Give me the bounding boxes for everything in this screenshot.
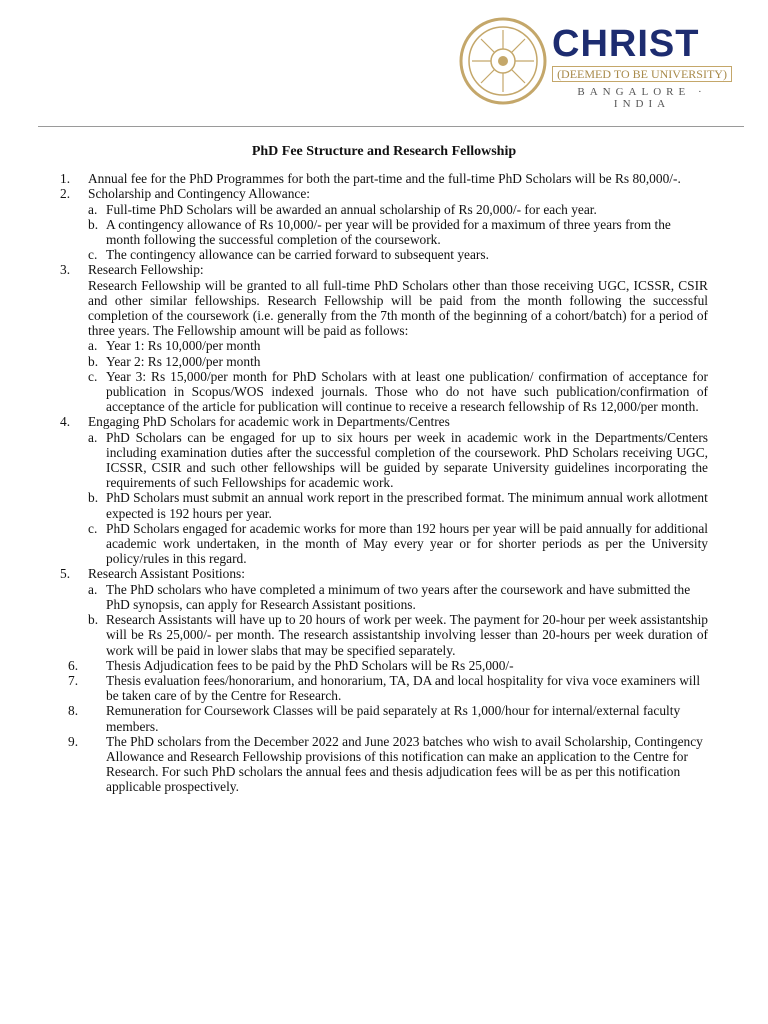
- sub-item-letter: c.: [88, 368, 98, 384]
- item-text: Research Fellowship:: [88, 262, 204, 278]
- sub-item: [88, 338, 708, 353]
- sub-item: [88, 247, 708, 262]
- sub-item-text: Year 2: Rs 12,000/per month: [106, 353, 261, 369]
- sub-item-letter: a.: [88, 581, 98, 597]
- sub-item: [88, 202, 708, 217]
- list-item: [60, 734, 708, 795]
- header-divider: [38, 126, 744, 127]
- sub-item: [88, 354, 708, 369]
- sub-item-text: PhD Scholars engaged for academic works for more than 192 hours per year will be paid annually for additional academic work undertaken, in the month of May every year or for shorter periods as per the University policy/rules in this regard.: [106, 520, 708, 567]
- brand-block: [552, 22, 738, 110]
- item-text: Research Assistant Positions:: [88, 566, 245, 582]
- item-text: Thesis evaluation fees/honorarium, and honorarium, TA, DA and local hospitality for viva voce examiners will be taken care of by the Centre for Research.: [106, 672, 701, 704]
- brand-name: CHRIST: [552, 23, 700, 65]
- sub-item: [88, 612, 708, 658]
- item-number: 8.: [68, 703, 79, 719]
- sub-list: [88, 202, 708, 263]
- list-item: [60, 186, 708, 262]
- sub-item-letter: a.: [88, 201, 98, 217]
- item-number: 3.: [60, 262, 71, 278]
- item-number: 9.: [68, 733, 79, 749]
- sub-item-letter: c.: [88, 520, 98, 536]
- item-paragraph: Research Fellowship will be granted to all full-time PhD Scholars other than those receiving UGC, ICSSR, CSIR and other similar fellowships. Research Fellowship will be paid from the month following the successful completion of the coursework (i.e. generally from the 7th month of the beginning of a cohort/batch) for a period of three years. The Fellowship amount will be paid as follows:: [88, 277, 708, 339]
- item-number: 5.: [60, 566, 71, 582]
- item-text: Scholarship and Contingency Allowance:: [88, 186, 311, 202]
- sub-item-letter: b.: [88, 216, 99, 232]
- brand-city: BANGALORE · INDIA: [577, 86, 707, 110]
- letterhead: [0, 0, 768, 120]
- university-seal-icon: [458, 16, 548, 106]
- document-title: PhD Fee Structure and Research Fellowship: [251, 144, 517, 159]
- sub-item-letter: b.: [88, 490, 99, 506]
- sub-item-text: Research Assistants will have up to 20 hours of work per week. The payment for 20-hour per week assistantship will be Rs 25,000/- per month. The research assistantship involving lesser than 20-hours per week duration of work will be paid in lower slabs that may be specified separately.: [106, 612, 708, 658]
- sub-item-letter: b.: [88, 612, 99, 628]
- sub-item: [88, 217, 708, 247]
- item-text: Thesis Adjudication fees to be paid by the PhD Scholars will be Rs 25,000/-: [106, 657, 514, 673]
- sub-item-letter: a.: [88, 338, 98, 354]
- sub-item-letter: a.: [88, 429, 98, 445]
- list-item: [60, 673, 708, 703]
- list-item: [60, 171, 708, 186]
- sub-list: [88, 582, 708, 658]
- university-logo: [458, 16, 738, 110]
- item-text: The PhD scholars from the December 2022 and June 2023 batches who wish to avail Scholarship, Contingency Allowance and Research Fellowship provisions of this notification can make an application to the Centre for Research. For such PhD scholars the annual fees and thesis adjudication fees will be as per this notification applicable prospectively.: [106, 733, 703, 795]
- sub-item-letter: c.: [88, 247, 98, 263]
- sub-item: [88, 369, 708, 415]
- sub-item: [88, 490, 708, 520]
- list-item: [60, 703, 708, 733]
- item-number: 7.: [68, 672, 79, 688]
- sub-list: [88, 338, 708, 414]
- document-body: [60, 144, 708, 795]
- sub-item-text: The contingency allowance can be carried forward to subsequent years.: [106, 247, 489, 263]
- sub-item-text: Year 1: Rs 10,000/per month: [106, 338, 261, 354]
- sub-item: [88, 430, 708, 491]
- list-item: [60, 566, 708, 657]
- sub-item-text: PhD Scholars must submit an annual work report in the prescribed format. The minimum annual work allotment expected is 192 hours per year.: [106, 490, 708, 521]
- main-list: [60, 171, 708, 794]
- list-item: [60, 414, 708, 566]
- list-item: [60, 262, 708, 414]
- item-number: 2.: [60, 186, 71, 202]
- sub-item: [88, 582, 708, 612]
- item-text: Annual fee for the PhD Programmes for both the part-time and the full-time PhD Scholars will be Rs 80,000/-.: [88, 171, 681, 187]
- list-item: [60, 658, 708, 673]
- sub-item-letter: b.: [88, 353, 99, 369]
- item-text: Engaging PhD Scholars for academic work in Departments/Centres: [88, 414, 450, 430]
- brand-subtitle: (DEEMED TO BE UNIVERSITY): [552, 66, 732, 82]
- sub-list: [88, 430, 708, 567]
- item-number: 1.: [60, 171, 71, 187]
- sub-item-text: The PhD scholars who have completed a minimum of two years after the coursework and have submitted the PhD synopsis, can apply for Research Assistant positions.: [106, 581, 691, 612]
- sub-item-text: PhD Scholars can be engaged for up to six hours per week in academic work in the Departments/Centers including examination duties after the successful completion of the coursework. PhD Scholars receiving UGC, ICSSR, CSIR and such other fellowships will be guided by separate University guidelines incorporating the requirements of such Fellowships for academic work.: [106, 429, 708, 491]
- sub-item-text: Year 3: Rs 15,000/per month for PhD Scholars with at least one publication/ confirmation of acceptance for publication in Scopus/WOS indexed journals. Those who do not have such publication/confirmation of acceptance of the article for publication will continue to receive a research fellowship of Rs 12,000/per month.: [106, 368, 708, 415]
- sub-item-text: A contingency allowance of Rs 10,000/- per year will be provided for a maximum of three years from the month following the successful completion of the coursework.: [106, 216, 671, 248]
- item-number: 4.: [60, 414, 71, 430]
- item-number: 6.: [68, 657, 79, 673]
- sub-item-text: Full-time PhD Scholars will be awarded an annual scholarship of Rs 20,000/- for each year.: [106, 201, 597, 217]
- sub-item: [88, 521, 708, 567]
- item-text: Remuneration for Coursework Classes will be paid separately at Rs 1,000/hour for internal/external faculty members.: [106, 703, 681, 734]
